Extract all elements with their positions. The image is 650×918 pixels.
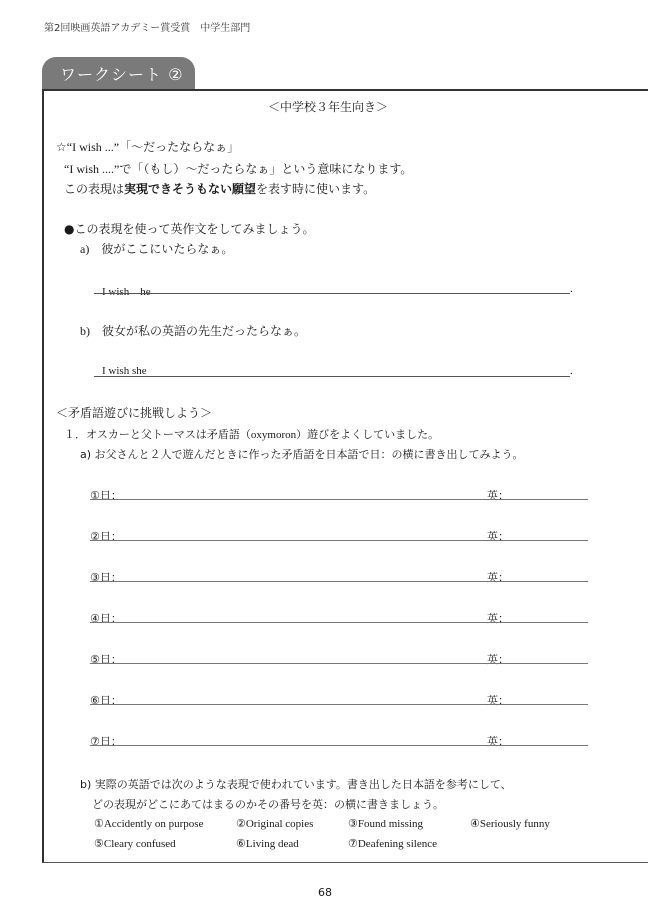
row-answer-line[interactable] [90,540,588,541]
row-en-label: 英： [487,489,509,502]
exercise-heading: ●この表現を使って英作文をしてみましょう。 [64,222,315,236]
wish-title-phrase: “I wish ...” [66,140,120,154]
wish-item-b [80,322,306,339]
row-jp-label: ②日： [90,530,122,543]
answer-period-b: . [570,365,573,377]
row-en-label: 英： [487,571,509,584]
oxymoron-question-b-2: どの表現がどこにあてはまるのかその番号を英：の横に書きましょう。 [92,798,444,811]
option-item: ③Found missing [348,818,423,830]
row-answer-line[interactable] [90,663,588,664]
option-item: ⑥Living dead [236,838,299,850]
row-jp-label: ⑦日： [90,735,122,748]
oxymoron-question-1 [64,426,439,442]
grade-label: ＜中学校３年生向き＞ [268,100,389,114]
row-en-label: 英： [487,612,509,625]
answer-line-a[interactable] [94,293,570,294]
wish-line2-post: を表す時に使います。 [256,182,376,196]
oxymoron-question-a: a) お父さんと２人で遊んだときに作った矛盾語を日本語で日：の横に書き出してみよう。 [80,448,524,461]
wish-item-b-marker: b) [80,324,90,338]
oxymoron-question-b-1: b) 実際の英語では次のような表現で使われています。書き出した日本語を参考にして、 [80,778,512,791]
row-en-label: 英： [487,694,509,707]
option-item: ②Original copies [236,818,314,830]
answer-line-b[interactable] [94,376,570,377]
wish-item-a [80,240,233,257]
worksheet-tab-label: ワークシート ② [60,65,184,84]
row-jp-label: ⑤日： [90,653,122,666]
row-jp-label: ①日： [90,489,122,502]
wish-line2-pre: この表現は [64,182,125,196]
page-number: 68 [318,886,332,899]
header-note: 第2回映画英語アカデミー賞受賞 中学生部門 [44,23,251,34]
option-item: ①Accidently on purpose [94,818,204,830]
option-item: ④Seriously funny [470,818,550,830]
wish-item-a-marker: a) [80,242,90,256]
wish-answer-a: I wish he [102,286,151,298]
wish-answer-b: I wish she [102,365,147,377]
option-item: ⑦Deafening silence [348,838,437,850]
row-answer-line[interactable] [90,581,588,582]
q1-post: ）遊びをよくしていました。 [296,428,440,441]
wish-line1-jp: で「（もし）～だったらなぁ」という意味になります。 [119,162,413,176]
wish-item-a-jp: 彼がここにいたらなぁ。 [101,242,234,256]
wish-explanation-2 [64,180,375,197]
row-answer-line[interactable] [90,499,588,500]
row-jp-label: ⑥日： [90,694,122,707]
row-jp-label: ③日： [90,571,122,584]
q1-en: oxymoron [250,429,297,441]
wish-title-jp: 「～だったならなぁ」 [119,140,240,154]
star-icon: ☆ [56,140,67,154]
wish-item-b-jp: 彼女が私の英語の先生だったらなぁ。 [102,324,307,338]
wish-title [56,138,239,155]
answer-period-a: . [570,283,573,295]
wish-line2-bold: 実現できそうもない願望 [124,182,257,196]
row-jp-label: ④日： [90,612,122,625]
option-item: ⑤Cleary confused [94,838,176,850]
wish-explanation-1 [64,160,412,177]
oxymoron-heading: ＜矛盾語遊びに挑戦しよう＞ [56,406,213,420]
row-en-label: 英： [487,735,509,748]
row-answer-line[interactable] [90,745,588,746]
wish-line1-phrase: “I wish ....” [64,162,120,176]
q1-pre: １．オスカーと父トーマスは矛盾語（ [64,428,251,441]
row-en-label: 英： [487,530,509,543]
row-answer-line[interactable] [90,622,588,623]
row-en-label: 英： [487,653,509,666]
row-answer-line[interactable] [90,704,588,705]
worksheet-frame [42,89,648,863]
